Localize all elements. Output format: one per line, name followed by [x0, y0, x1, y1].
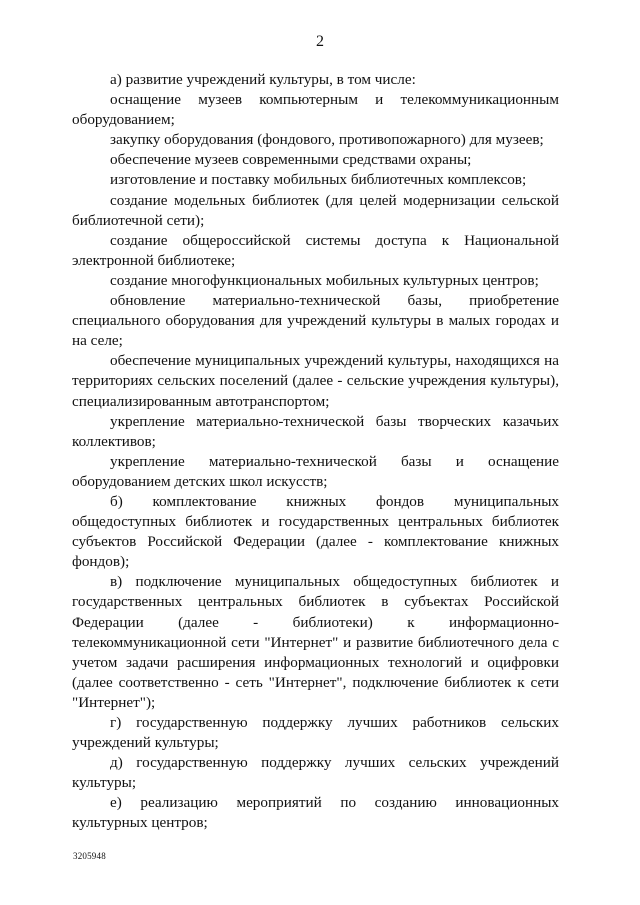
paragraph: обеспечение муниципальных учреждений культуры, находящихся на территориях сельских поселений (далее - сельские учреждения культуры), специализированным автотранспортом;: [72, 352, 559, 410]
paragraph: укрепление материально-технической базы и оснащение оборудованием детских школ искусств;: [72, 452, 559, 490]
paragraph: д) государственную поддержку лучших сельских учреждений культуры;: [72, 754, 559, 792]
paragraph: создание модельных библиотек (для целей модернизации сельской библиотечной сети);: [72, 191, 559, 229]
paragraph: обеспечение музеев современными средствами охраны;: [110, 151, 472, 169]
paragraph: оснащение музеев компьютерным и телекоммуникационным оборудованием;: [72, 91, 559, 129]
paragraph: создание общероссийской системы доступа к Национальной электронной библиотеке;: [72, 231, 559, 269]
paragraph: а) развитие учреждений культуры, в том числе:: [110, 71, 416, 88]
paragraph: укрепление материально-технической базы творческих казачьих коллективов;: [72, 412, 559, 450]
paragraph: закупку оборудования (фондового, противопожарного) для музеев;: [110, 131, 544, 149]
paragraph: г) государственную поддержку лучших работников сельских учреждений культуры;: [72, 714, 559, 752]
paragraph: изготовление и поставку мобильных библиотечных комплексов;: [110, 171, 527, 189]
paragraph: е) реализацию мероприятий по созданию инновационных культурных центров;: [72, 794, 559, 832]
paragraph: в) подключение муниципальных общедоступных библиотек и государственных центральных библиотек в субъектах Российской Федерации (далее - библиотеки) к информационно-телекоммуникационной сети "Интернет" и развитие библиотечного дела с учетом задачи расширения информационных технологий и оцифровки (далее соответственно - сеть "Интернет", подключение библиотек к сети "Интернет");: [72, 573, 559, 711]
paragraph: обновление материально-технической базы, приобретение специального оборудования для учреждений культуры в малых городах и на селе;: [72, 292, 559, 350]
document-id: 3205948: [73, 851, 106, 861]
page-number: 2: [316, 33, 324, 50]
paragraph: б) комплектование книжных фондов муниципальных общедоступных библиотек и государственных центральных библиотек субъектов Российской Федерации (далее - комплектование книжных фондов);: [72, 492, 559, 571]
paragraph: создание многофункциональных мобильных культурных центров;: [110, 271, 539, 289]
document-body: [72, 70, 559, 834]
